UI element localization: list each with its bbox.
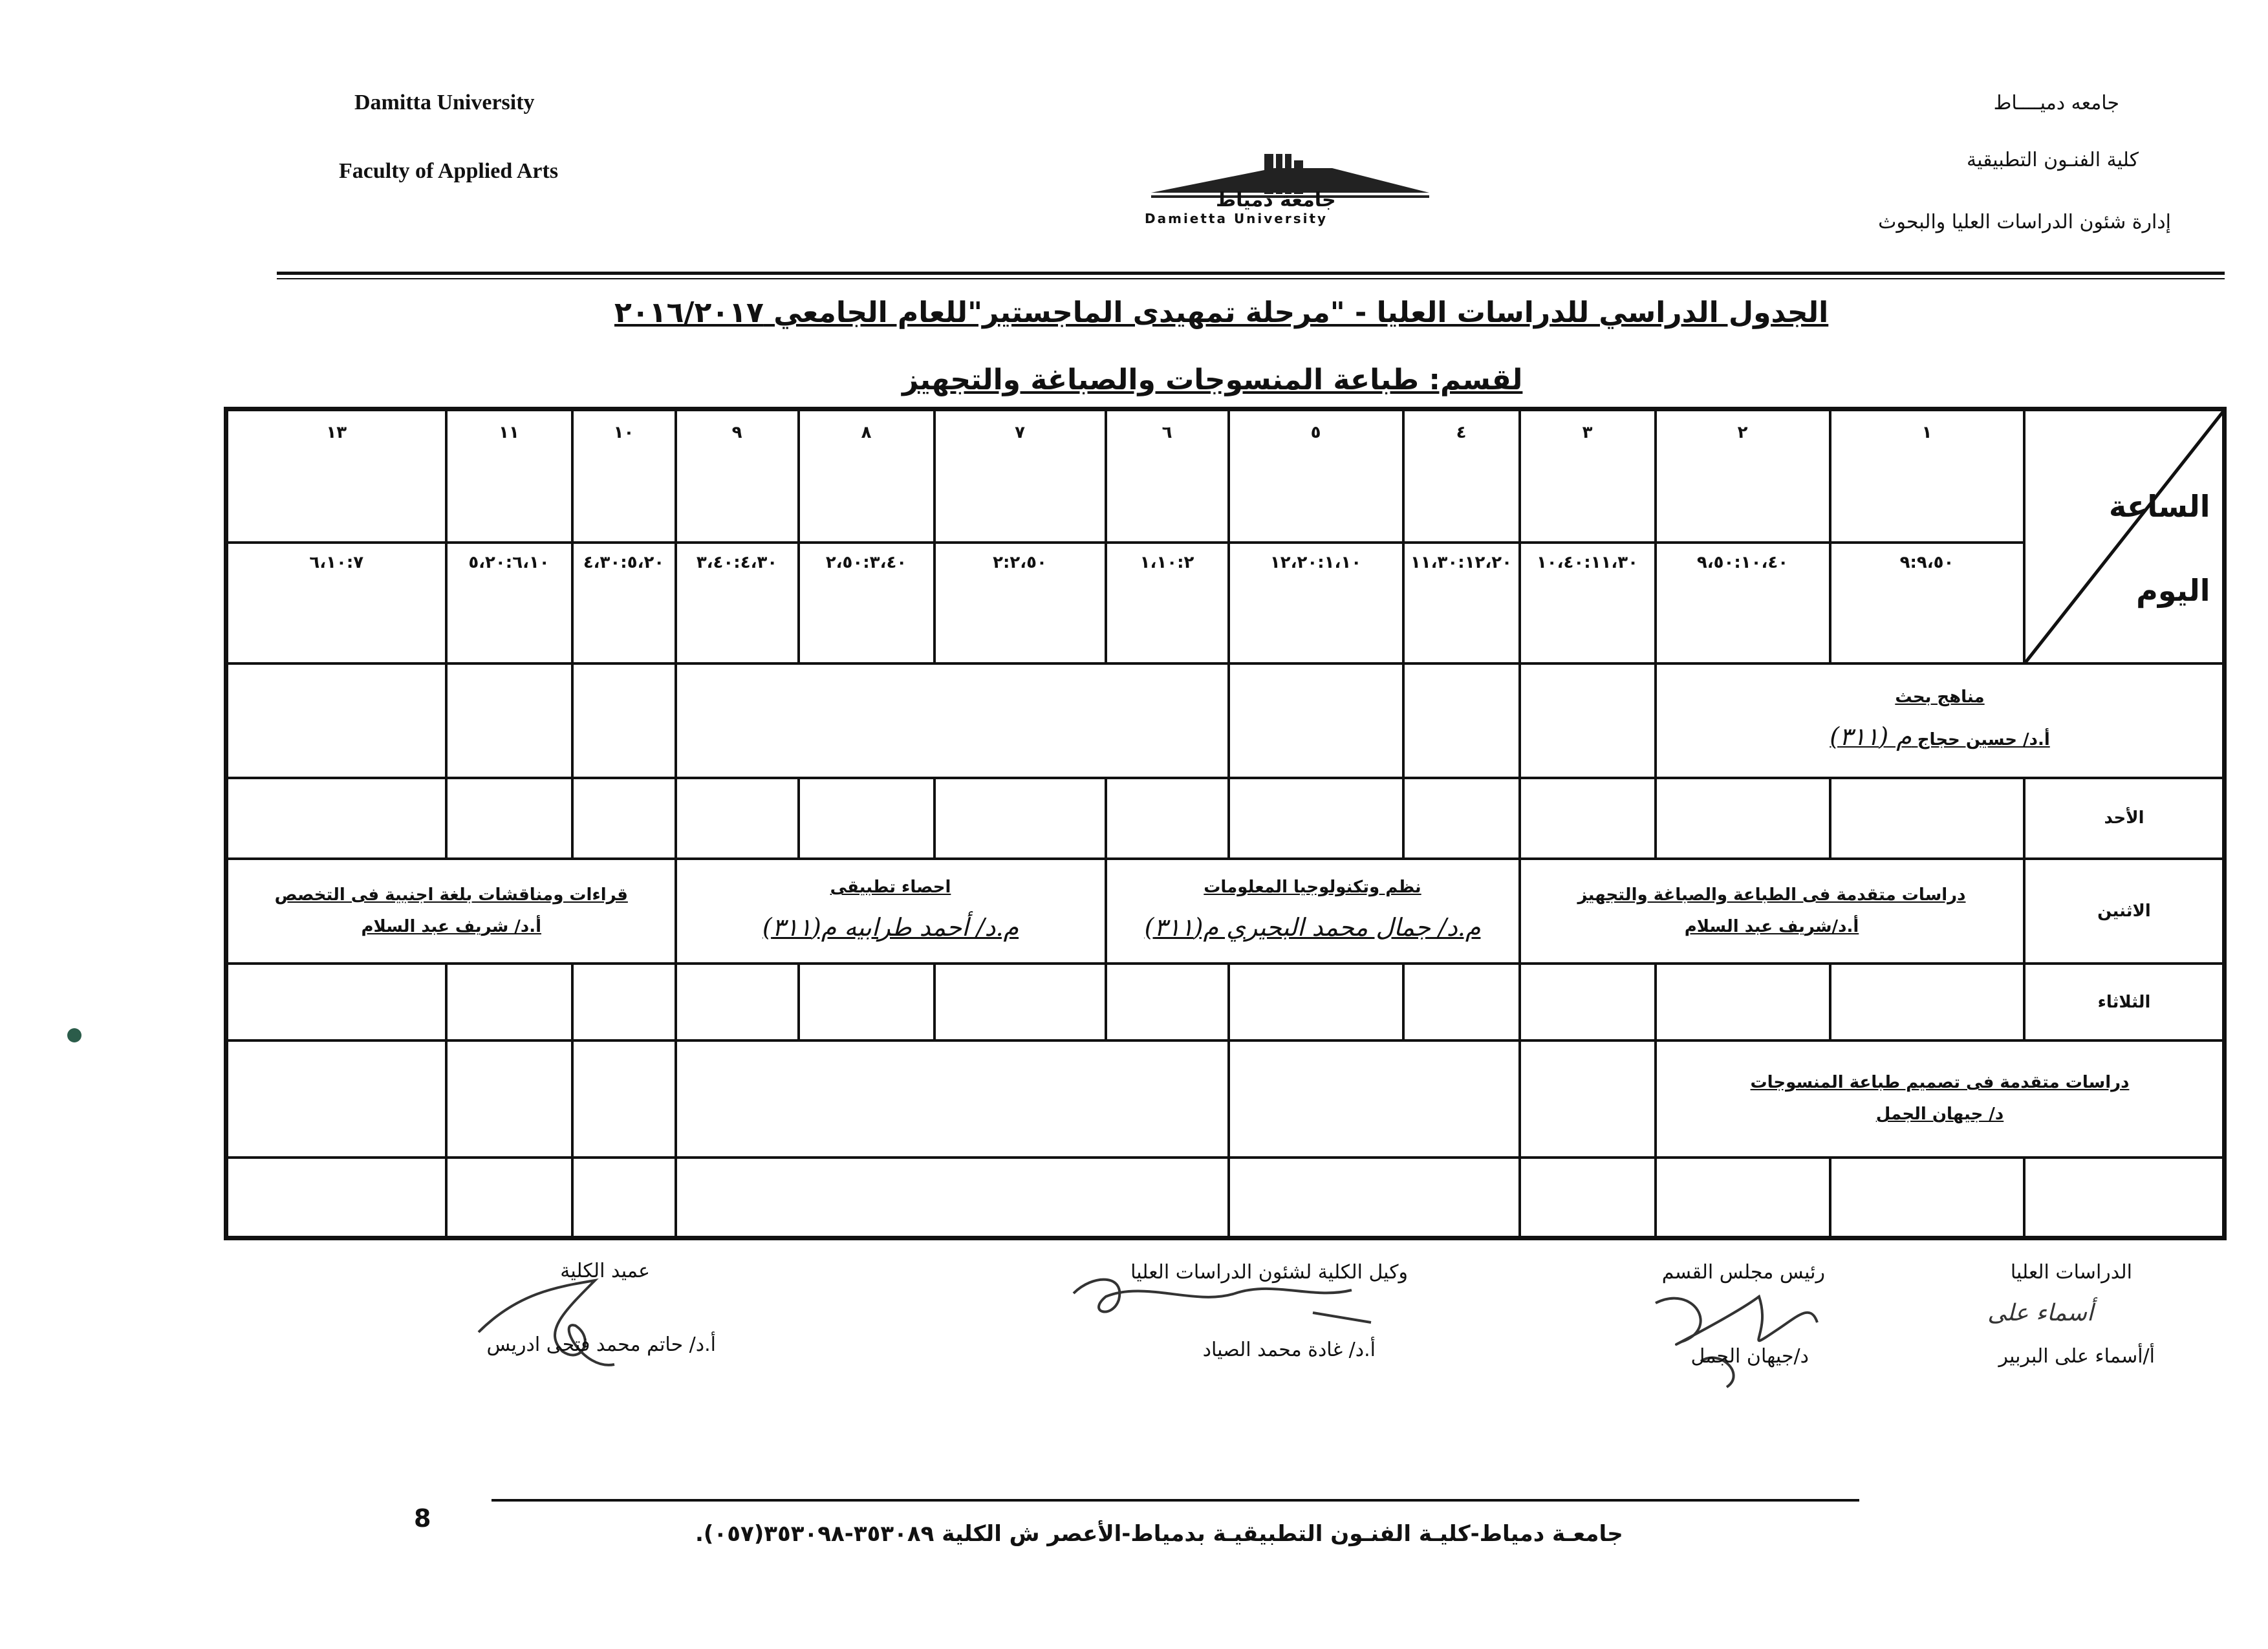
course-title: احصاء تطبيقى — [830, 878, 951, 898]
time-slot: ١٢،٢٠:١،١٠ — [1229, 543, 1403, 663]
time-slot: ٤،٣٠:٥،٢٠ — [572, 543, 676, 663]
course-title: دراسات متقدمة فى تصميم طباعة المنسوجات — [1750, 1073, 2130, 1093]
day-label-monday: الاثنين — [2024, 859, 2225, 964]
room-handwritten: م (٣١١) — [1830, 722, 1912, 751]
course-title: مناهج بحث — [1895, 687, 1985, 707]
corner-day-label: اليوم — [2136, 573, 2210, 608]
time-slot: ٥،٢٠:٦،١٠ — [446, 543, 572, 663]
page-number: 8 — [414, 1504, 431, 1533]
course-cell-wednesday — [1656, 1040, 2225, 1158]
signature-title-vice-dean: وكيل الكلية لشئون الدراسات العليا — [1130, 1261, 1408, 1284]
signature-name-graduate: أ/أسماء على البربير — [1998, 1345, 2155, 1368]
time-slot: ١١،٣٠:١٢،٢٠ — [1403, 543, 1520, 663]
time-slot: ٩:٩،٥٠ — [1830, 543, 2024, 663]
period-number: ٢ — [1656, 409, 1830, 543]
signature-title-dean: عميد الكلية — [560, 1260, 650, 1282]
course-cell-monday-3 — [676, 859, 1106, 964]
day-row-sunday — [226, 778, 2225, 859]
course-cell-monday-2 — [1106, 859, 1520, 964]
day-label-tuesday: الثلاثاء — [2024, 964, 2225, 1040]
period-number: ٧ — [934, 409, 1106, 543]
margin-dot — [67, 1028, 81, 1042]
period-number: ٥ — [1229, 409, 1403, 543]
period-number: ٩ — [676, 409, 799, 543]
period-number: ١ — [1830, 409, 2024, 543]
day-row-saturday — [226, 663, 2225, 778]
day-label-sunday: الأحد — [2024, 778, 2225, 859]
course-teacher: أ.د/ شريف عبد السلام — [361, 917, 542, 937]
corner-header-cell — [2024, 409, 2225, 664]
schedule-table — [224, 407, 2227, 1240]
period-number: ١٠ — [572, 409, 676, 543]
header-rule-thin — [277, 278, 2225, 279]
course-teacher: د/ جيهان الجمل — [1875, 1105, 2004, 1125]
course-teacher: أ.د/ حسين حجاج — [1917, 730, 2050, 750]
signature-name-dept-head: د/جيهان الجمل — [1690, 1345, 1809, 1368]
signature-scribble-dean — [466, 1267, 660, 1384]
period-number: ٦ — [1106, 409, 1229, 543]
time-slot: ٢،٥٠:٣،٤٠ — [799, 543, 934, 663]
period-number: ٨ — [799, 409, 934, 543]
footer-rule — [491, 1499, 1859, 1502]
time-slot: ٣،٤٠:٤،٣٠ — [676, 543, 799, 663]
university-name-en: Damitta University — [354, 91, 535, 114]
course-teacher-handwritten: م.د/ جمال محمد البحيري م(٣١١) — [1144, 912, 1481, 942]
course-title: قراءات ومناقشات بلغة اجنبية فى التخصص — [274, 885, 628, 905]
diagonal-line — [2025, 411, 2223, 662]
day-row-monday — [226, 859, 2225, 964]
faculty-name-ar: كلية الفنـون التطبيقية — [1966, 149, 2139, 171]
signature-title-graduate: الدراسات العليا — [2010, 1261, 2132, 1284]
logo-text-en: Damietta University — [1145, 211, 1328, 226]
course-teacher-handwritten: م.د/ أحمد طرابيه م(٣١١) — [762, 912, 1019, 942]
course-title: دراسات متقدمة فى الطباعة والصباغة والتجهيز — [1577, 885, 1966, 905]
university-name-ar: جامعه دميــــاط — [1993, 92, 2119, 114]
signature-scribble-vice-dean — [1067, 1261, 1377, 1332]
signature-handwritten-graduate: أسماء على — [1987, 1300, 2093, 1326]
period-number: ١٣ — [226, 409, 446, 543]
university-logo — [1138, 149, 1442, 226]
time-slot: ١٠،٤٠:١١،٣٠ — [1520, 543, 1656, 663]
time-row — [226, 543, 2225, 663]
department-name-ar: إدارة شئون الدراسات العليا والبحوث — [1878, 211, 2171, 233]
signature-name-vice-dean: أ.د/ غادة محمد الصياد — [1202, 1339, 1376, 1361]
day-row-thursday — [226, 1158, 2225, 1238]
period-number: ٤ — [1403, 409, 1520, 543]
course-title: نظم وتكنولوجيا المعلومات — [1204, 878, 1421, 898]
faculty-name-en: Faculty of Applied Arts — [339, 159, 559, 183]
footer-address: جامعـة دمياط-كليـة الفنـون التطبيقيـة بدمياط-الأعصر ش الكلية ٣٥٣٠٨٩-٣٥٣٠٩٨(٠٥٧). — [695, 1521, 1623, 1547]
course-cell-saturday — [1656, 663, 2225, 778]
signature-title-dept-head: رئيس مجلس القسم — [1661, 1261, 1825, 1284]
header-rule — [277, 272, 2225, 275]
time-slot: ٢:٢،٥٠ — [934, 543, 1106, 663]
signature-scribble-dept-head — [1643, 1277, 1837, 1400]
course-cell-monday-1 — [1520, 859, 2024, 964]
course-cell-monday-4 — [226, 859, 676, 964]
department-title: لقسم: طباعة المنسوجات والصباغة والتجهيز — [902, 363, 1523, 396]
period-number: ١١ — [446, 409, 572, 543]
course-teacher: أ.د/شريف عبد السلام — [1684, 917, 1859, 937]
period-number-row — [226, 409, 2225, 543]
day-row-tuesday — [226, 964, 2225, 1040]
time-slot: ٩،٥٠:١٠،٤٠ — [1656, 543, 1830, 663]
time-slot: ١،١٠:٢ — [1106, 543, 1229, 663]
time-slot: ٦،١٠:٧ — [226, 543, 446, 663]
day-row-wednesday — [226, 1040, 2225, 1158]
corner-hour-label: الساعة — [2109, 489, 2210, 524]
schedule-title: الجدول الدراسي للدراسات العليا - "مرحلة تمهيدى الماجستير"للعام الجامعي ٢٠١٦/٢٠١٧ — [614, 296, 1829, 329]
signature-name-dean: أ.د/ حاتم محمد فتحى ادريس — [486, 1333, 716, 1356]
period-number: ٣ — [1520, 409, 1656, 543]
logo-text-ar: جامعة دمياط — [1216, 189, 1336, 211]
